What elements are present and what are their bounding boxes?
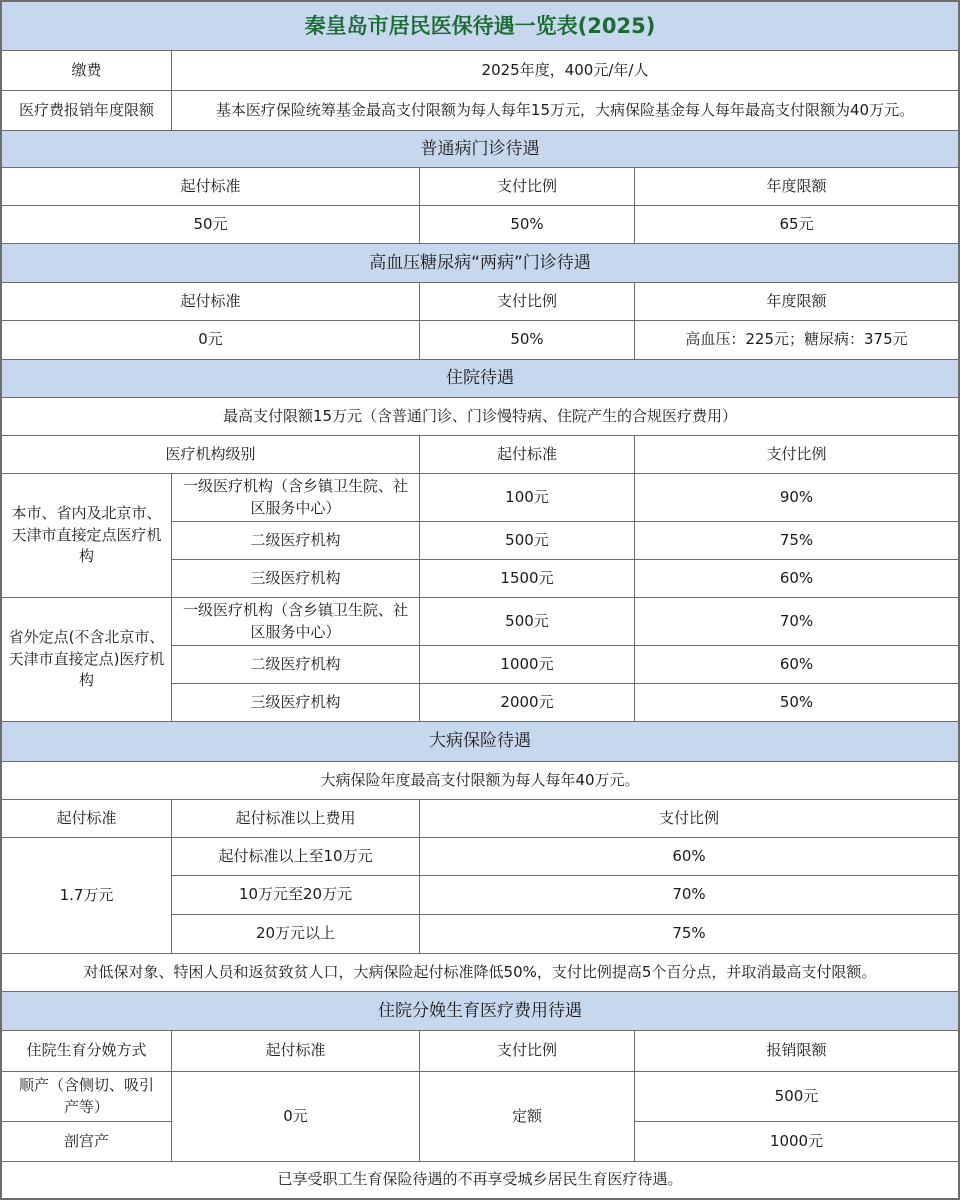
serious-header-deductible: 起付标准 — [2, 800, 172, 838]
maternity-header-ratio: 支付比例 — [420, 1031, 635, 1072]
serious-range: 20万元以上 — [172, 915, 420, 954]
serious-ratio: 75% — [420, 915, 958, 954]
maternity-deductible: 0元 — [172, 1072, 420, 1162]
inpatient-level: 一级医疗机构（含乡镇卫生院、社区服务中心） — [172, 474, 420, 522]
inpatient-section-title: 住院待遇 — [2, 360, 958, 398]
maternity-header-mode: 住院生育分娩方式 — [2, 1031, 172, 1072]
serious-range: 10万元至20万元 — [172, 876, 420, 915]
serious-deductible: 1.7万元 — [2, 838, 172, 954]
inpatient-ratio: 90% — [635, 474, 958, 522]
inpatient-level: 一级医疗机构（含乡镇卫生院、社区服务中心） — [172, 598, 420, 646]
serious-header-ratio: 支付比例 — [420, 800, 958, 838]
two-diseases-limit: 高血压：225元；糖尿病：375元 — [635, 321, 958, 360]
outpatient-ratio: 50% — [420, 206, 635, 244]
outpatient-header-deductible: 起付标准 — [2, 168, 420, 206]
maternity-limit-cesarean: 1000元 — [635, 1122, 958, 1162]
outpatient-deductible: 50元 — [2, 206, 420, 244]
inpatient-ratio: 70% — [635, 598, 958, 646]
annual-limit-value: 基本医疗保险统筹基金最高支付限额为每人每年15万元，大病保险基金每人每年最高支付限额为40万元。 — [172, 91, 958, 131]
serious-range: 起付标准以上至10万元 — [172, 838, 420, 876]
maternity-section-title: 住院分娩生育医疗费用待遇 — [2, 992, 958, 1031]
fee-value: 2025年度，400元/年/人 — [172, 51, 958, 91]
inpatient-ratio: 60% — [635, 646, 958, 684]
maternity-header-deductible: 起付标准 — [172, 1031, 420, 1072]
two-diseases-ratio: 50% — [420, 321, 635, 360]
inpatient-ratio: 50% — [635, 684, 958, 722]
inpatient-deductible: 1000元 — [420, 646, 635, 684]
serious-footnote: 对低保对象、特困人员和返贫致贫人口，大病保险起付标准降低50%，支付比例提高5个百分点，并取消最高支付限额。 — [2, 954, 958, 992]
maternity-ratio: 定额 — [420, 1072, 635, 1162]
outpatient-header-limit: 年度限额 — [635, 168, 958, 206]
maternity-mode-cesarean: 剖宫产 — [2, 1122, 172, 1162]
inpatient-level: 三级医疗机构 — [172, 684, 420, 722]
page-title: 秦皇岛市居民医保待遇一览表(2025) — [2, 2, 958, 51]
inpatient-level: 二级医疗机构 — [172, 646, 420, 684]
serious-section-title: 大病保险待遇 — [2, 722, 958, 762]
inpatient-region-local: 本市、省内及北京市、天津市直接定点医疗机构 — [2, 474, 172, 598]
annual-limit-label: 医疗费报销年度限额 — [2, 91, 172, 131]
outpatient-limit: 65元 — [635, 206, 958, 244]
inpatient-deductible: 2000元 — [420, 684, 635, 722]
maternity-limit-natural: 500元 — [635, 1072, 958, 1122]
serious-ratio: 60% — [420, 838, 958, 876]
outpatient-section-title: 普通病门诊待遇 — [2, 131, 958, 168]
inpatient-header-deductible: 起付标准 — [420, 436, 635, 474]
inpatient-deductible: 1500元 — [420, 560, 635, 598]
inpatient-region-out-of-province: 省外定点(不含北京市、天津市直接定点)医疗机构 — [2, 598, 172, 722]
two-diseases-header-ratio: 支付比例 — [420, 283, 635, 321]
serious-ratio: 70% — [420, 876, 958, 915]
fee-label: 缴费 — [2, 51, 172, 91]
maternity-footnote: 已享受职工生育保险待遇的不再享受城乡居民生育医疗待遇。 — [2, 1162, 958, 1198]
serious-header-range: 起付标准以上费用 — [172, 800, 420, 838]
two-diseases-section-title: 高血压糖尿病“两病”门诊待遇 — [2, 244, 958, 283]
inpatient-level: 二级医疗机构 — [172, 522, 420, 560]
maternity-mode-natural: 顺产（含侧切、吸引产等） — [2, 1072, 172, 1122]
inpatient-level: 三级医疗机构 — [172, 560, 420, 598]
inpatient-ratio: 60% — [635, 560, 958, 598]
serious-note: 大病保险年度最高支付限额为每人每年40万元。 — [2, 762, 958, 800]
inpatient-deductible: 500元 — [420, 522, 635, 560]
two-diseases-header-limit: 年度限额 — [635, 283, 958, 321]
inpatient-header-level: 医疗机构级别 — [2, 436, 420, 474]
inpatient-header-ratio: 支付比例 — [635, 436, 958, 474]
two-diseases-deductible: 0元 — [2, 321, 420, 360]
outpatient-header-ratio: 支付比例 — [420, 168, 635, 206]
two-diseases-header-deductible: 起付标准 — [2, 283, 420, 321]
inpatient-deductible: 500元 — [420, 598, 635, 646]
maternity-header-limit: 报销限额 — [635, 1031, 958, 1072]
inpatient-deductible: 100元 — [420, 474, 635, 522]
inpatient-ratio: 75% — [635, 522, 958, 560]
inpatient-note: 最高支付限额15万元（含普通门诊、门诊慢特病、住院产生的合规医疗费用） — [2, 398, 958, 436]
